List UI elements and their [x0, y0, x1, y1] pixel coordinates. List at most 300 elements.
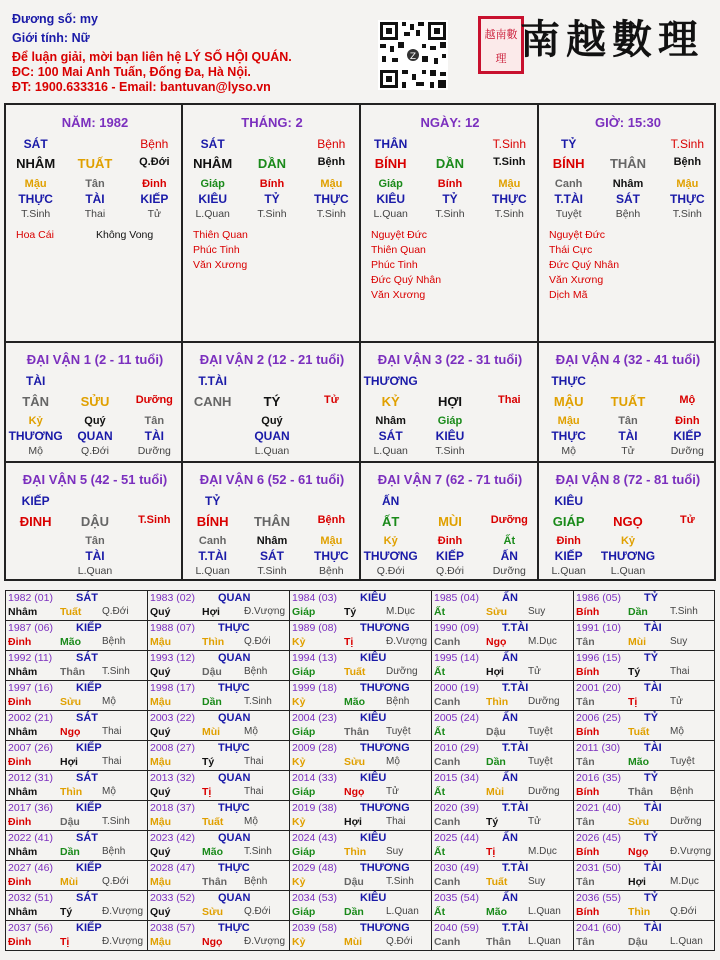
hidden-stem [302, 415, 361, 427]
year-ten-god: SÁT [76, 832, 98, 844]
hidden-stem: Đinh [556, 535, 581, 547]
year-label: 1995 (14) [434, 652, 479, 664]
year-cell [148, 861, 289, 891]
hidden-ten-god: TÀI [144, 429, 164, 443]
year-ten-god: QUAN [218, 832, 251, 844]
hidden-life-stage: Q.Đới [81, 445, 109, 457]
year-cell [6, 861, 147, 891]
hidden-ten-god: THƯƠNG [600, 549, 656, 563]
year-life-stage: Dưỡng [528, 696, 560, 707]
year-label: 2011 (30) [576, 742, 621, 754]
year-stem: Giáp [292, 786, 316, 798]
year-branch: Dậu [486, 726, 506, 738]
hidden-stem: Giáp [437, 415, 463, 427]
year-stem: Mậu [150, 816, 171, 828]
year-ten-god: KIẾP [76, 742, 102, 754]
year-cell [148, 771, 289, 801]
year-ten-god: T.TÀI [502, 922, 529, 934]
hidden-stem: Quý [84, 415, 106, 427]
dai-van-title: ĐẠI VẬN 5 (42 - 51 tuổi) [22, 472, 168, 487]
special-star: Phúc Tinh [193, 244, 240, 256]
dai-van-main-row [539, 394, 717, 409]
year-life-stage: Q.Đới [670, 906, 697, 917]
hidden-stem: Mậu [320, 535, 343, 547]
earthly-branch: NGỌ [613, 514, 643, 529]
year-branch: Thân [60, 666, 86, 678]
hidden-stem: Giáp [378, 178, 403, 190]
year-cell [574, 921, 715, 951]
year-life-stage: Thai [102, 756, 122, 767]
hidden-stem: Mậu [320, 178, 343, 190]
hidden-life-stage [6, 565, 65, 577]
year-ten-god: T.TÀI [502, 862, 529, 874]
year-ten-god: T.TÀI [502, 622, 529, 634]
year-branch: Thìn [202, 636, 225, 648]
hidden-ten-god: T.TÀI [554, 192, 583, 206]
dai-van-cell [183, 463, 361, 580]
year-branch: Thìn [628, 906, 651, 918]
spacer [242, 494, 301, 508]
hidden-ten-god: T.TÀI [198, 549, 227, 563]
year-label: 2010 (29) [434, 742, 479, 754]
year-life-stage: Bệnh [102, 846, 126, 857]
year-label: 1984 (03) [292, 592, 337, 604]
year-ten-god: THỰC [218, 802, 250, 814]
pillar-title: NĂM: 1982 [61, 115, 129, 130]
year-branch: Sửu [486, 606, 508, 618]
year-label: 2000 (19) [434, 682, 479, 694]
year-cell [148, 831, 289, 861]
hidden-life-stage [125, 565, 184, 577]
year-cell [432, 711, 573, 741]
hidden-stem [658, 535, 717, 547]
year-life-stage: Đ.Vượng [244, 936, 286, 947]
year-branch: Tý [60, 906, 73, 918]
year-cell [574, 771, 715, 801]
hidden-life-stage: L.Quan [551, 565, 586, 577]
year-cell [574, 891, 715, 921]
stem-ten-god: SÁT [200, 137, 225, 151]
year-stem: Quý [150, 786, 171, 798]
hidden-stem: Tân [618, 415, 638, 427]
stem-ten-god: SÁT [23, 137, 48, 151]
year-label: 2030 (49) [434, 862, 479, 874]
spacer [598, 494, 657, 508]
year-label: 2008 (27) [150, 742, 195, 754]
year-ten-god: ẤN [502, 832, 518, 844]
hidden-stem: Tân [85, 178, 105, 190]
year-stem: Tân [576, 816, 595, 828]
hidden-ten-god: THỰC [551, 429, 586, 443]
pillar-main-row [361, 156, 539, 171]
hidden-stem: Tân [85, 535, 105, 547]
year-ten-god: TÀI [644, 682, 662, 694]
hidden-life-stage: Dưỡng [137, 445, 171, 457]
year-stem: Tân [576, 876, 595, 888]
year-branch: Thân [628, 786, 654, 798]
earthly-branch: HỢI [437, 394, 463, 409]
earthly-branch: DẦN [435, 156, 465, 171]
year-ten-god: SÁT [76, 652, 98, 664]
year-cell [574, 681, 715, 711]
heavenly-stem: GIÁP [552, 514, 585, 529]
year-ten-god: QUAN [218, 592, 251, 604]
hidden-ten-god: KIẾP [673, 429, 702, 443]
year-life-stage: Bệnh [102, 636, 126, 647]
year-life-stage: Tử [528, 666, 541, 677]
branch-star: T.Sinh [493, 156, 526, 168]
year-label: 2012 (31) [8, 772, 53, 784]
earthly-branch: MÙI [438, 514, 462, 529]
spacer [65, 137, 124, 151]
year-branch: Tuất [344, 666, 366, 678]
year-ten-god: ẤN [502, 652, 518, 664]
year-life-stage: Dưỡng [670, 816, 702, 827]
year-cell [6, 711, 147, 741]
hidden-stages-row [539, 208, 717, 220]
year-label: 2016 (35) [576, 772, 621, 784]
year-ten-god: TỶ [644, 892, 659, 904]
year-cell [6, 741, 147, 771]
hidden-stems-row [361, 178, 539, 190]
year-branch: Dậu [628, 936, 648, 948]
year-label: 1997 (16) [8, 682, 53, 694]
year-life-stage: Tử [670, 696, 683, 707]
year-cell [290, 801, 431, 831]
dai-van-title: ĐẠI VẬN 6 (52 - 61 tuổi) [199, 472, 345, 487]
year-ten-god: QUAN [218, 892, 251, 904]
dai-van-god-row [539, 494, 717, 508]
hidden-life-stage: Bệnh [319, 565, 344, 577]
branch-star: Bệnh [673, 156, 702, 168]
year-ten-god: ẤN [502, 892, 518, 904]
hidden-gods-row [361, 549, 539, 563]
life-stage: Tử [679, 514, 695, 526]
year-label: 2032 (51) [8, 892, 53, 904]
hidden-gods-row [6, 549, 184, 563]
contact-phone-email: ĐT: 1900.633316 - Email: bantuvan@lyso.vn [12, 80, 271, 94]
year-ten-god: THƯƠNG [360, 922, 410, 934]
year-stem: Mậu [150, 636, 171, 648]
dai-van-god-row [6, 494, 184, 508]
hidden-life-stage: L.Quan [195, 208, 230, 220]
year-cell [6, 681, 147, 711]
special-star: Phúc Tinh [371, 259, 418, 271]
year-cell [432, 861, 573, 891]
year-cell [148, 591, 289, 621]
year-ten-god: TỶ [644, 772, 659, 784]
hidden-stages-row [6, 208, 184, 220]
hidden-ten-god: THƯƠNG [363, 549, 418, 563]
year-label: 2018 (37) [150, 802, 195, 814]
hidden-life-stage: T.Sinh [21, 208, 51, 220]
year-branch: Mùi [486, 786, 505, 798]
year-branch: Ngọ [60, 726, 81, 738]
hidden-ten-god: QUAN [77, 429, 113, 443]
hidden-gods-row [539, 192, 717, 206]
hidden-ten-god: SÁT [259, 549, 284, 563]
year-stem: Bính [576, 726, 600, 738]
hidden-stages-row [539, 565, 717, 577]
year-ten-god: QUAN [218, 652, 251, 664]
year-ten-god: TỶ [644, 712, 659, 724]
stem-ten-god: KIÊU [554, 494, 583, 508]
year-branch: Tý [628, 666, 641, 678]
year-ten-god: THƯƠNG [360, 622, 410, 634]
earthly-branch: SỬU [80, 394, 110, 409]
year-life-stage: Thai [386, 816, 406, 827]
hidden-stem: Đinh [142, 178, 167, 190]
year-label: 2041 (60) [576, 922, 621, 934]
year-cell [148, 921, 289, 951]
year-cell [290, 741, 431, 771]
year-stem: Kỷ [292, 876, 306, 888]
heavenly-stem: BÍNH [552, 156, 585, 171]
year-ten-god: SÁT [76, 772, 98, 784]
year-label: 2017 (36) [8, 802, 53, 814]
hidden-ten-god: TÀI [618, 429, 638, 443]
year-cell [148, 801, 289, 831]
year-label: 2014 (33) [292, 772, 337, 784]
year-ten-god: THƯƠNG [360, 862, 410, 874]
year-stem: Đinh [8, 816, 32, 828]
year-branch: Ngọ [486, 636, 507, 648]
year-cell [6, 921, 147, 951]
hidden-ten-god: KIẾP [140, 192, 169, 206]
year-cell [290, 771, 431, 801]
year-branch: Thìn [344, 846, 367, 858]
header [0, 0, 720, 100]
year-stem: Ất [434, 726, 446, 738]
year-label: 2005 (24) [434, 712, 479, 724]
year-cell [148, 711, 289, 741]
spacer [480, 374, 539, 388]
year-stem: Canh [434, 696, 461, 708]
year-stem: Tân [576, 636, 595, 648]
special-star: Thiên Quan [371, 244, 426, 256]
year-life-stage: T.Sinh [244, 696, 272, 707]
special-star: Văn Xương [549, 274, 604, 286]
year-ten-god: THƯƠNG [360, 682, 410, 694]
hidden-life-stage: Dưỡng [670, 445, 704, 457]
year-ten-god: TÀI [644, 622, 662, 634]
year-ten-god: QUAN [218, 712, 251, 724]
special-star: Nguyệt Đức [549, 229, 606, 241]
hidden-life-stage: Q.Đới [436, 565, 464, 577]
year-life-stage: Mộ [670, 726, 684, 737]
hidden-stem: Canh [198, 535, 227, 547]
year-branch: Mão [486, 906, 507, 918]
year-stem: Mậu [150, 936, 171, 948]
year-stem: Kỷ [292, 696, 306, 708]
year-cell [290, 621, 431, 651]
hidden-ten-god [302, 429, 361, 443]
year-life-stage: Mộ [244, 726, 258, 737]
year-life-stage: M.Dục [670, 876, 699, 887]
hidden-life-stage: Q.Đới [376, 565, 405, 577]
hidden-gods-row [183, 429, 361, 443]
year-ten-god: KIÊU [360, 772, 387, 784]
heavenly-stem: TÂN [22, 394, 50, 409]
year-cell [574, 711, 715, 741]
year-ten-god: TÀI [644, 742, 662, 754]
dai-van-title: ĐẠI VẬN 2 (12 - 21 tuổi) [199, 352, 345, 367]
year-cell [6, 591, 147, 621]
year-life-stage: Q.Đới [102, 606, 129, 617]
year-branch: Tị [486, 846, 496, 858]
year-ten-god: THỰC [218, 682, 250, 694]
year-cell [290, 891, 431, 921]
hidden-gods-row [183, 549, 361, 563]
year-label: 2013 (32) [150, 772, 195, 784]
contact-address: ĐC: 100 Mai Anh Tuấn, Đống Đa, Hà Nội. [12, 65, 251, 79]
hidden-stem: Bính [437, 178, 463, 190]
special-star: Nguyệt Đức [371, 229, 428, 241]
year-ten-god: KIẾP [76, 862, 102, 874]
year-cell [432, 921, 573, 951]
heavenly-stem: CANH [193, 394, 232, 409]
hidden-life-stage: L.Quan [77, 565, 113, 577]
dai-van-main-row [6, 394, 184, 409]
hidden-life-stage: Thai [84, 208, 106, 220]
year-branch: Dậu [344, 876, 364, 888]
year-cell [432, 741, 573, 771]
hidden-gods-row [361, 429, 539, 443]
year-cell [574, 831, 715, 861]
hidden-life-stage: T.Sinh [494, 208, 524, 220]
year-ten-god: T.TÀI [502, 682, 529, 694]
hidden-ten-god [183, 429, 242, 443]
hidden-stages-row [183, 565, 361, 577]
special-star: Thái Cực [549, 244, 593, 256]
hidden-life-stage [480, 445, 539, 457]
dai-van-cell [183, 343, 361, 460]
year-label: 1990 (09) [434, 622, 479, 634]
hidden-life-stage: L.Quan [254, 445, 290, 457]
year-branch: Tý [344, 606, 357, 618]
year-branch: Tị [60, 936, 70, 948]
year-label: 2033 (52) [150, 892, 195, 904]
year-ten-god: KIẾP [76, 922, 102, 934]
year-ten-god: THƯƠNG [360, 742, 410, 754]
year-branch: Tị [202, 786, 212, 798]
hidden-stem: Bính [259, 178, 285, 190]
hidden-stems-row [183, 535, 361, 547]
year-life-stage: Bệnh [244, 876, 268, 887]
hidden-ten-god: THỰC [492, 192, 527, 206]
heavenly-stem: NHÂM [193, 156, 233, 171]
hidden-ten-god: KIẾP [554, 549, 583, 563]
year-life-stage: Bệnh [386, 696, 410, 707]
hidden-ten-god: KIÊU [376, 192, 405, 206]
year-life-stage: Q.Đới [244, 636, 271, 647]
year-stem: Quý [150, 906, 171, 918]
year-cell [432, 801, 573, 831]
year-life-stage: Tuyệt [528, 756, 553, 767]
stem-ten-god: KIẾP [21, 494, 50, 508]
year-life-stage: Bệnh [244, 666, 268, 677]
heavenly-stem: BÍNH [374, 156, 407, 171]
stem-ten-god: ẤN [381, 494, 400, 508]
year-label: 2038 (57) [150, 922, 195, 934]
pillar-top-row [539, 137, 717, 151]
year-label: 2004 (23) [292, 712, 337, 724]
heavenly-stem: KỶ [381, 394, 400, 409]
year-stem: Kỷ [292, 816, 306, 828]
year-life-stage: L.Quan [386, 906, 419, 917]
year-stem: Giáp [292, 906, 316, 918]
contact-note: Để luận giải, mời bạn liên hệ LÝ SỐ HỘI QUÁN. [12, 50, 292, 64]
life-stage: Bệnh [317, 137, 346, 151]
year-stem: Quý [150, 666, 171, 678]
year-stem: Mậu [150, 876, 171, 888]
year-cell [574, 591, 715, 621]
hidden-stem [480, 415, 539, 427]
year-life-stage: Thai [102, 726, 122, 737]
heavenly-stem: NHÂM [16, 156, 56, 171]
branch-star: Q.Đới [139, 156, 170, 168]
hidden-ten-god [125, 549, 184, 563]
year-life-stage: L.Quan [528, 906, 561, 917]
year-cell [148, 651, 289, 681]
year-label: 2040 (59) [434, 922, 479, 934]
year-cell [148, 741, 289, 771]
year-life-stage: Tuyệt [528, 726, 553, 737]
year-label: 1992 (11) [8, 652, 53, 664]
hidden-stems-row [361, 415, 539, 427]
year-life-stage: T.Sinh [102, 816, 130, 827]
year-life-stage: Tuyệt [386, 726, 411, 737]
special-star: Văn Xương [193, 259, 248, 271]
year-stem: Canh [434, 876, 461, 888]
year-cell [290, 861, 431, 891]
qr-code-icon[interactable] [378, 20, 448, 90]
spacer [302, 374, 361, 388]
year-ten-god: SÁT [76, 712, 98, 724]
year-branch: Sửu [202, 906, 224, 918]
year-stem: Đinh [8, 936, 32, 948]
year-branch: Mão [60, 636, 81, 648]
year-life-stage: Mộ [102, 696, 116, 707]
year-life-stage: Q.Đới [244, 906, 271, 917]
year-stem: Đinh [8, 756, 32, 768]
hidden-stems-row [6, 535, 184, 547]
dai-van-cell [361, 343, 539, 460]
year-branch: Mão [628, 756, 649, 768]
hidden-stages-row [6, 565, 184, 577]
hidden-gods-row [361, 192, 539, 206]
brand-logo: 南越數理 [520, 16, 704, 63]
year-life-stage: Thai [244, 786, 264, 797]
year-stem: Bính [576, 846, 600, 858]
hidden-ten-god: ẤN [500, 549, 518, 563]
hidden-ten-god: THƯƠNG [8, 429, 63, 443]
special-star: Không Vong [96, 229, 154, 241]
year-stem: Canh [434, 936, 461, 948]
year-ten-god: ẤN [502, 592, 518, 604]
year-stem: Nhâm [8, 846, 38, 858]
dai-van-cell [539, 343, 717, 460]
pillar-title: THÁNG: 2 [241, 115, 303, 130]
subject-name: Đương số: my [12, 12, 98, 26]
stem-ten-god: TÀI [25, 374, 46, 388]
hidden-stem: Nhâm [612, 178, 644, 190]
year-life-stage: Tử [386, 786, 399, 797]
year-label: 2007 (26) [8, 742, 53, 754]
year-cell [290, 651, 431, 681]
hidden-stem: Nhâm [375, 415, 406, 427]
year-life-stage: M.Dục [528, 846, 557, 857]
